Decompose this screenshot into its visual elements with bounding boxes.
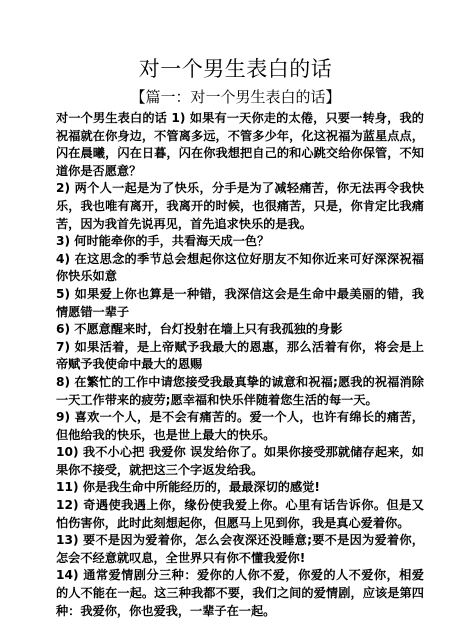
section-heading: 【篇一：对一个男生表白的话】 [130,88,341,106]
paragraph: 4) 在这思念的季节总会想起你这位好朋友不知你近来可好深深祝福你快乐如意 [56,251,424,284]
paragraph: 5) 如果爱上你也算是一种错，我深信这会是生命中最美丽的错，我情愿错一辈子 [56,286,424,319]
paragraph: 8) 在繁忙的工作中请您接受我最真挚的诚意和祝福;愿我的祝福消除一天工作带来的疲劳;愿幸福和快乐伴随着您生活的每一天。 [56,374,424,407]
paragraph: 10) 我不小心把 我爱你 误发给你了。如果你接受那就储存起来，如果你不接受，就把这三个字返发给我。 [56,445,424,477]
body-text [56,110,424,620]
paragraph: 对一个男生表白的话 1) 如果有一天你走的太倦，只要一转身，我的祝福就在你身边，不管离多远，不管多少年，化这祝福为蓝星点点，闪在晨曦，闪在日暮，闪在你我想把自己的和心跳交给你保管，不知道你是否愿意？ [56,111,424,178]
paragraph: 7) 如果活着，是上帝赋予我最大的恩惠，那么活着有你，将会是上帝赋予我使命中最大的恩赐 [56,339,424,372]
paragraph: 13) 要不是因为爱着你，怎么会夜深还没睡意;要不是因为爱着你，怎会不经意就叹息，全世界只有你不懂我爱你! [56,533,424,565]
paragraph: 2) 两个人一起是为了快乐，分手是为了减轻痛苦，你无法再令我快乐，我也唯有离开，我离开的时候，也很痛苦，只是，你肯定比我痛苦，因为我首先说再见，首先追求快乐的是我。 [56,181,424,231]
paragraph: 6) 不愿意醒来时，台灯投射在墙上只有我孤独的身影 [56,322,343,337]
paragraph: 9) 喜欢一个人，是不会有痛苦的。爱一个人，也许有绵长的痛苦，但他给我的快乐，也是世上最大的快乐。 [56,410,424,442]
paragraph: 12) 奇遇使我遇上你，缘份使我爱上你。心里有话告诉你。但是又怕伤害你，此时此刻想起你，但愿马上见到你，我是真心爱着你。 [56,498,424,530]
paragraph: 3) 何时能牵你的手，共看海天成一色？ [56,234,270,249]
page-title: 对一个男生表白的话 [138,57,333,81]
paragraph: 11) 你是我生命中所能经历的，最最深切的感觉! [56,480,320,495]
paragraph: 14) 通常爱情剧分三种：爱你的人你不爱，你爱的人不爱你，相爱的人不能在一起。这三种我都不要，我们之间的爱情剧，应该是第四种：我爱你，你也爱我，一辈子在一起。 [56,568,424,618]
